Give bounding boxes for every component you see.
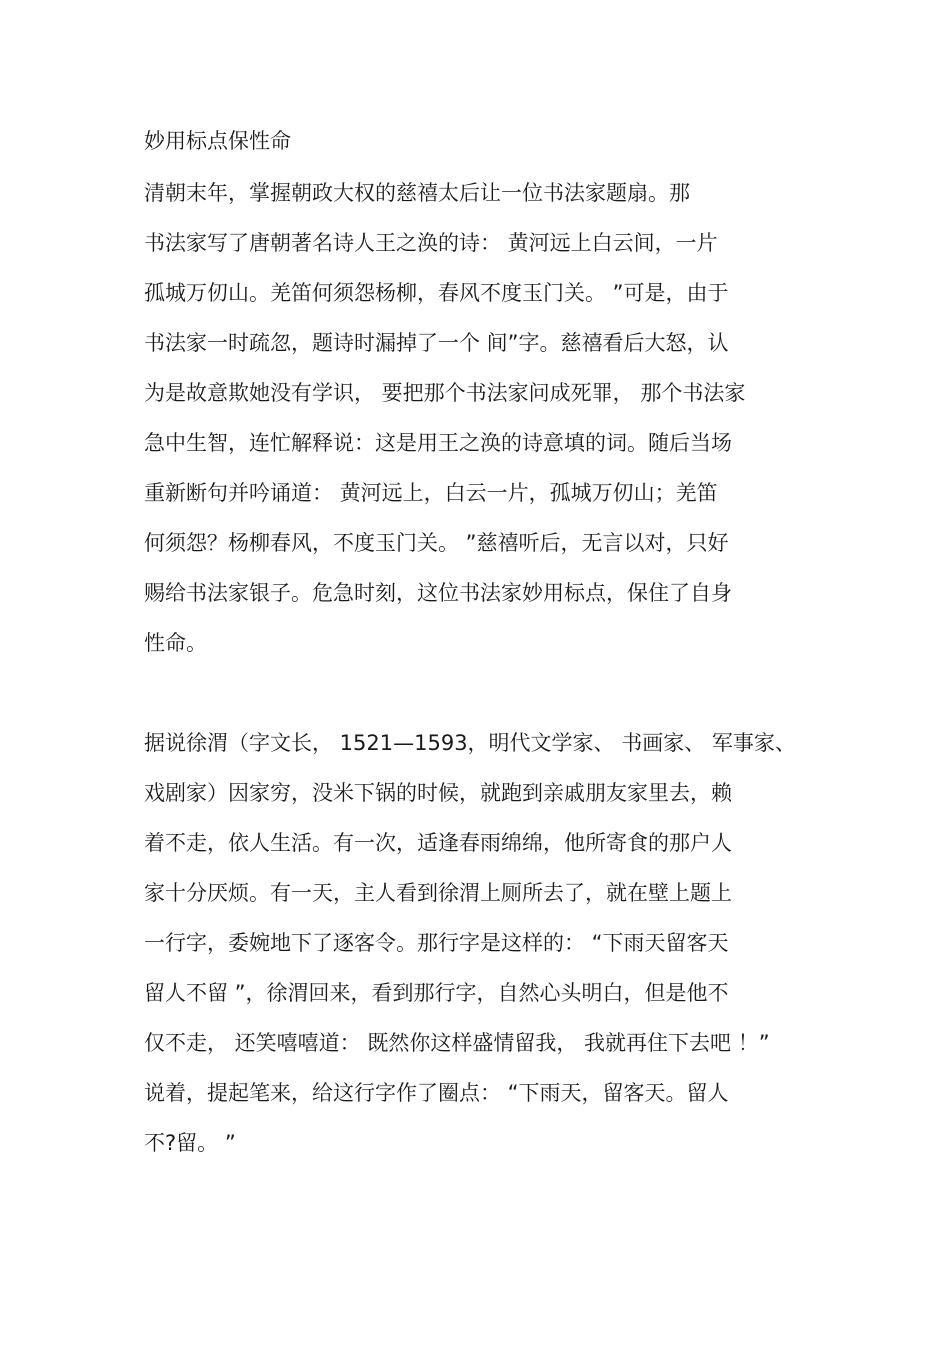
paragraph-xu-wei-story xyxy=(144,728,796,1178)
text-line: 不?留。 ” xyxy=(144,1131,236,1155)
text-line: 重新断句并吟诵道： 黄河远上，白云一片，孤城万仞山；羌笛 xyxy=(144,481,718,505)
text-line: 急中生智，连忙解释说：这是用王之涣的诗意填的词。随后当场 xyxy=(144,431,732,455)
text-line: 书法家一时疏忽，题诗时漏掉了一个 间”字。慈禧看后大怒，认 xyxy=(144,331,729,355)
document-title: 妙用标点保性命 xyxy=(144,129,291,153)
text-line: 一行字，委婉地下了逐客令。那行字是这样的： “下雨天留客天 xyxy=(144,931,729,955)
text-line: 孤城万仞山。羌笛何须怨杨柳，春风不度玉门关。 ”可是，由于 xyxy=(144,281,729,305)
text-line: 戏剧家）因家穷，没米下锅的时候，就跑到亲戚朋友家里去，赖 xyxy=(144,781,732,805)
text-line: 书法家写了唐朝著名诗人王之涣的诗： 黄河远上白云间，一片 xyxy=(144,231,718,255)
text-line: 仅不走， 还笑嘻嘻道： 既然你这样盛情留我， 我就再住下去吧 ！” xyxy=(144,1031,770,1055)
text-line: 清朝末年，掌握朝政大权的慈禧太后让一位书法家题扇。那 xyxy=(144,181,690,205)
text-line: 赐给书法家银子。危急时刻，这位书法家妙用标点，保住了自身 xyxy=(144,581,732,605)
text-line: 说着，提起笔来，给这行字作了圈点： “下雨天，留客天。留人 xyxy=(144,1081,729,1105)
text-line: 何须怨？杨柳春风，不度玉门关。 ”慈禧听后，无言以对，只好 xyxy=(144,531,729,555)
text-line: 留人不留 ”，徐渭回来，看到那行字，自然心头明白，但是他不 xyxy=(144,981,729,1005)
text-line: 性命。 xyxy=(144,631,207,655)
text-line: 为是故意欺她没有学识， 要把那个书法家问成死罪， 那个书法家 xyxy=(144,381,746,405)
paragraph-punctuation-story xyxy=(144,178,745,678)
text-line: 着不走，依人生活。有一次，适逢春雨绵绵，他所寄食的那户人 xyxy=(144,831,732,855)
text-line: 据说徐渭（字文长， 1521—1593，明代文学家、 书画家、 军事家、 xyxy=(144,731,796,755)
text-line: 家十分厌烦。有一天，主人看到徐渭上厕所去了，就在壁上题上 xyxy=(144,881,732,905)
